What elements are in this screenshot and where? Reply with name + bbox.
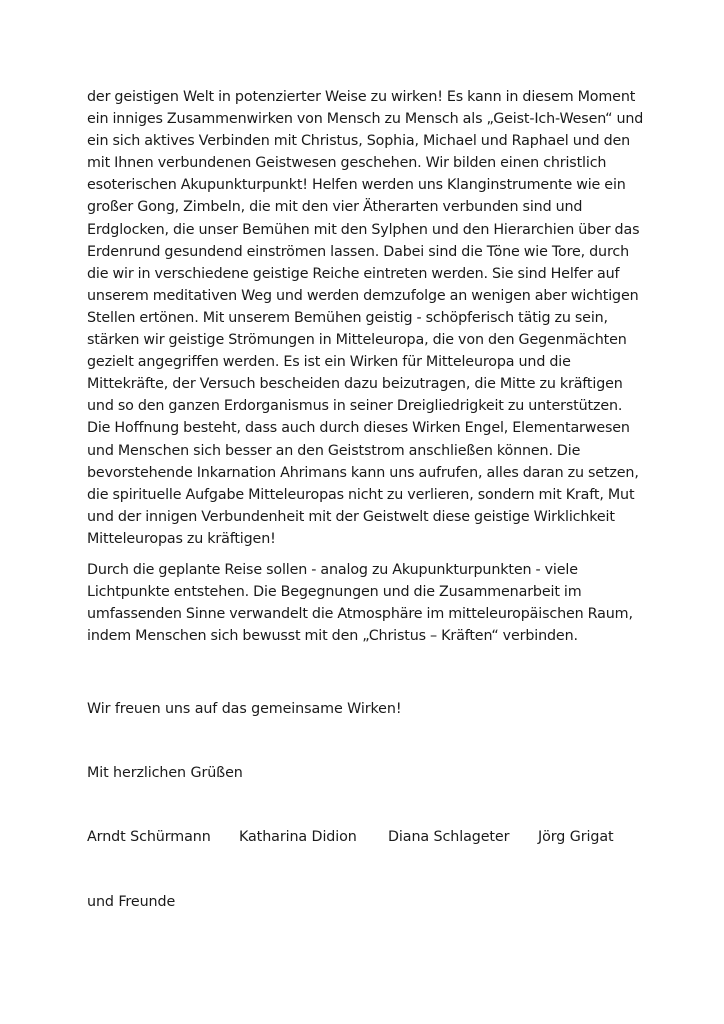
- letter-body: [87, 86, 647, 647]
- and-friends-line: und Freunde: [87, 894, 176, 910]
- body-paragraph-1: der geistigen Welt in potenzierter Weise zu wirken! Es kann in diesem Moment ein inniges Zusammenwirken von Mensch zu Mensch als „Geist-Ich-Wesen“ und ein sich aktives Verbinden mit Christus, Sophia, Michael und Raphael und den mit Ihnen verbundenen Geistwesen geschehen. Wir bilden einen christlich esoterischen Akupunkturpunkt! Helfen werden uns Klanginstrumente wie ein großer Gong, Zimbeln, die mit den vier Ätherarten verbunden sind und Erdglocken, die unser Bemühen mit den Sylphen und den Hierarchien über das Erdenrund gesundend einströmen lassen. Dabei sind die Töne wie Tore, durch die wir in verschiedene geistige Reiche eintreten werden. Sie sind Helfer auf unserem meditativen Weg und werden demzufolge an wenigen aber wichtigen Stellen ertönen. Mit unserem Bemühen geistig - schöpferisch tätig zu sein, stärken wir geistige Strömungen in Mitteleuropa, die von den Gegenmächten gezielt angegriffen werden. Es ist ein Wirken für Mitteleuropa und die Mittekräfte, der Versuch bescheiden dazu beizutragen, die Mitte zu kräftigen und so den ganzen Erdorganismus in seiner Dreigliedrigkeit zu unterstützen. Die Hoffnung besteht, dass auch durch dieses Wirken Engel, Elementarwesen und Menschen sich besser an den Geiststrom anschließen können. Die bevorstehende Inkarnation Ahrimans kann uns aufrufen, alles daran zu setzen, die spirituelle Aufgabe Mitteleuropas nicht zu verlieren, sondern mit Kraft, Mut und der innigen Verbundenheit mit der Geistwelt diese geistige Wirklichkeit Mitteleuropas zu kräftigen!: [87, 89, 644, 547]
- signatory-name: Arndt Schürmann: [87, 829, 211, 845]
- closing-line: Wir freuen uns auf das gemeinsame Wirken!: [87, 701, 402, 717]
- signatory-name: Diana Schlageter: [388, 829, 510, 845]
- greeting-line: Mit herzlichen Grüßen: [87, 765, 243, 781]
- signatory-name: Katharina Didion: [239, 829, 357, 845]
- body-paragraph-2: Durch die geplante Reise sollen - analog zu Akupunkturpunkten - viele Lichtpunkte entstehen. Die Begegnungen und die Zusammenarbeit im umfassenden Sinne verwandelt die Atmosphäre im mitteleuropäischen Raum, indem Menschen sich bewusst mit den „Christus – Kräften“ verbinden.: [87, 561, 633, 645]
- signatory-name: Jörg Grigat: [538, 829, 614, 845]
- signatures-row: [87, 826, 647, 848]
